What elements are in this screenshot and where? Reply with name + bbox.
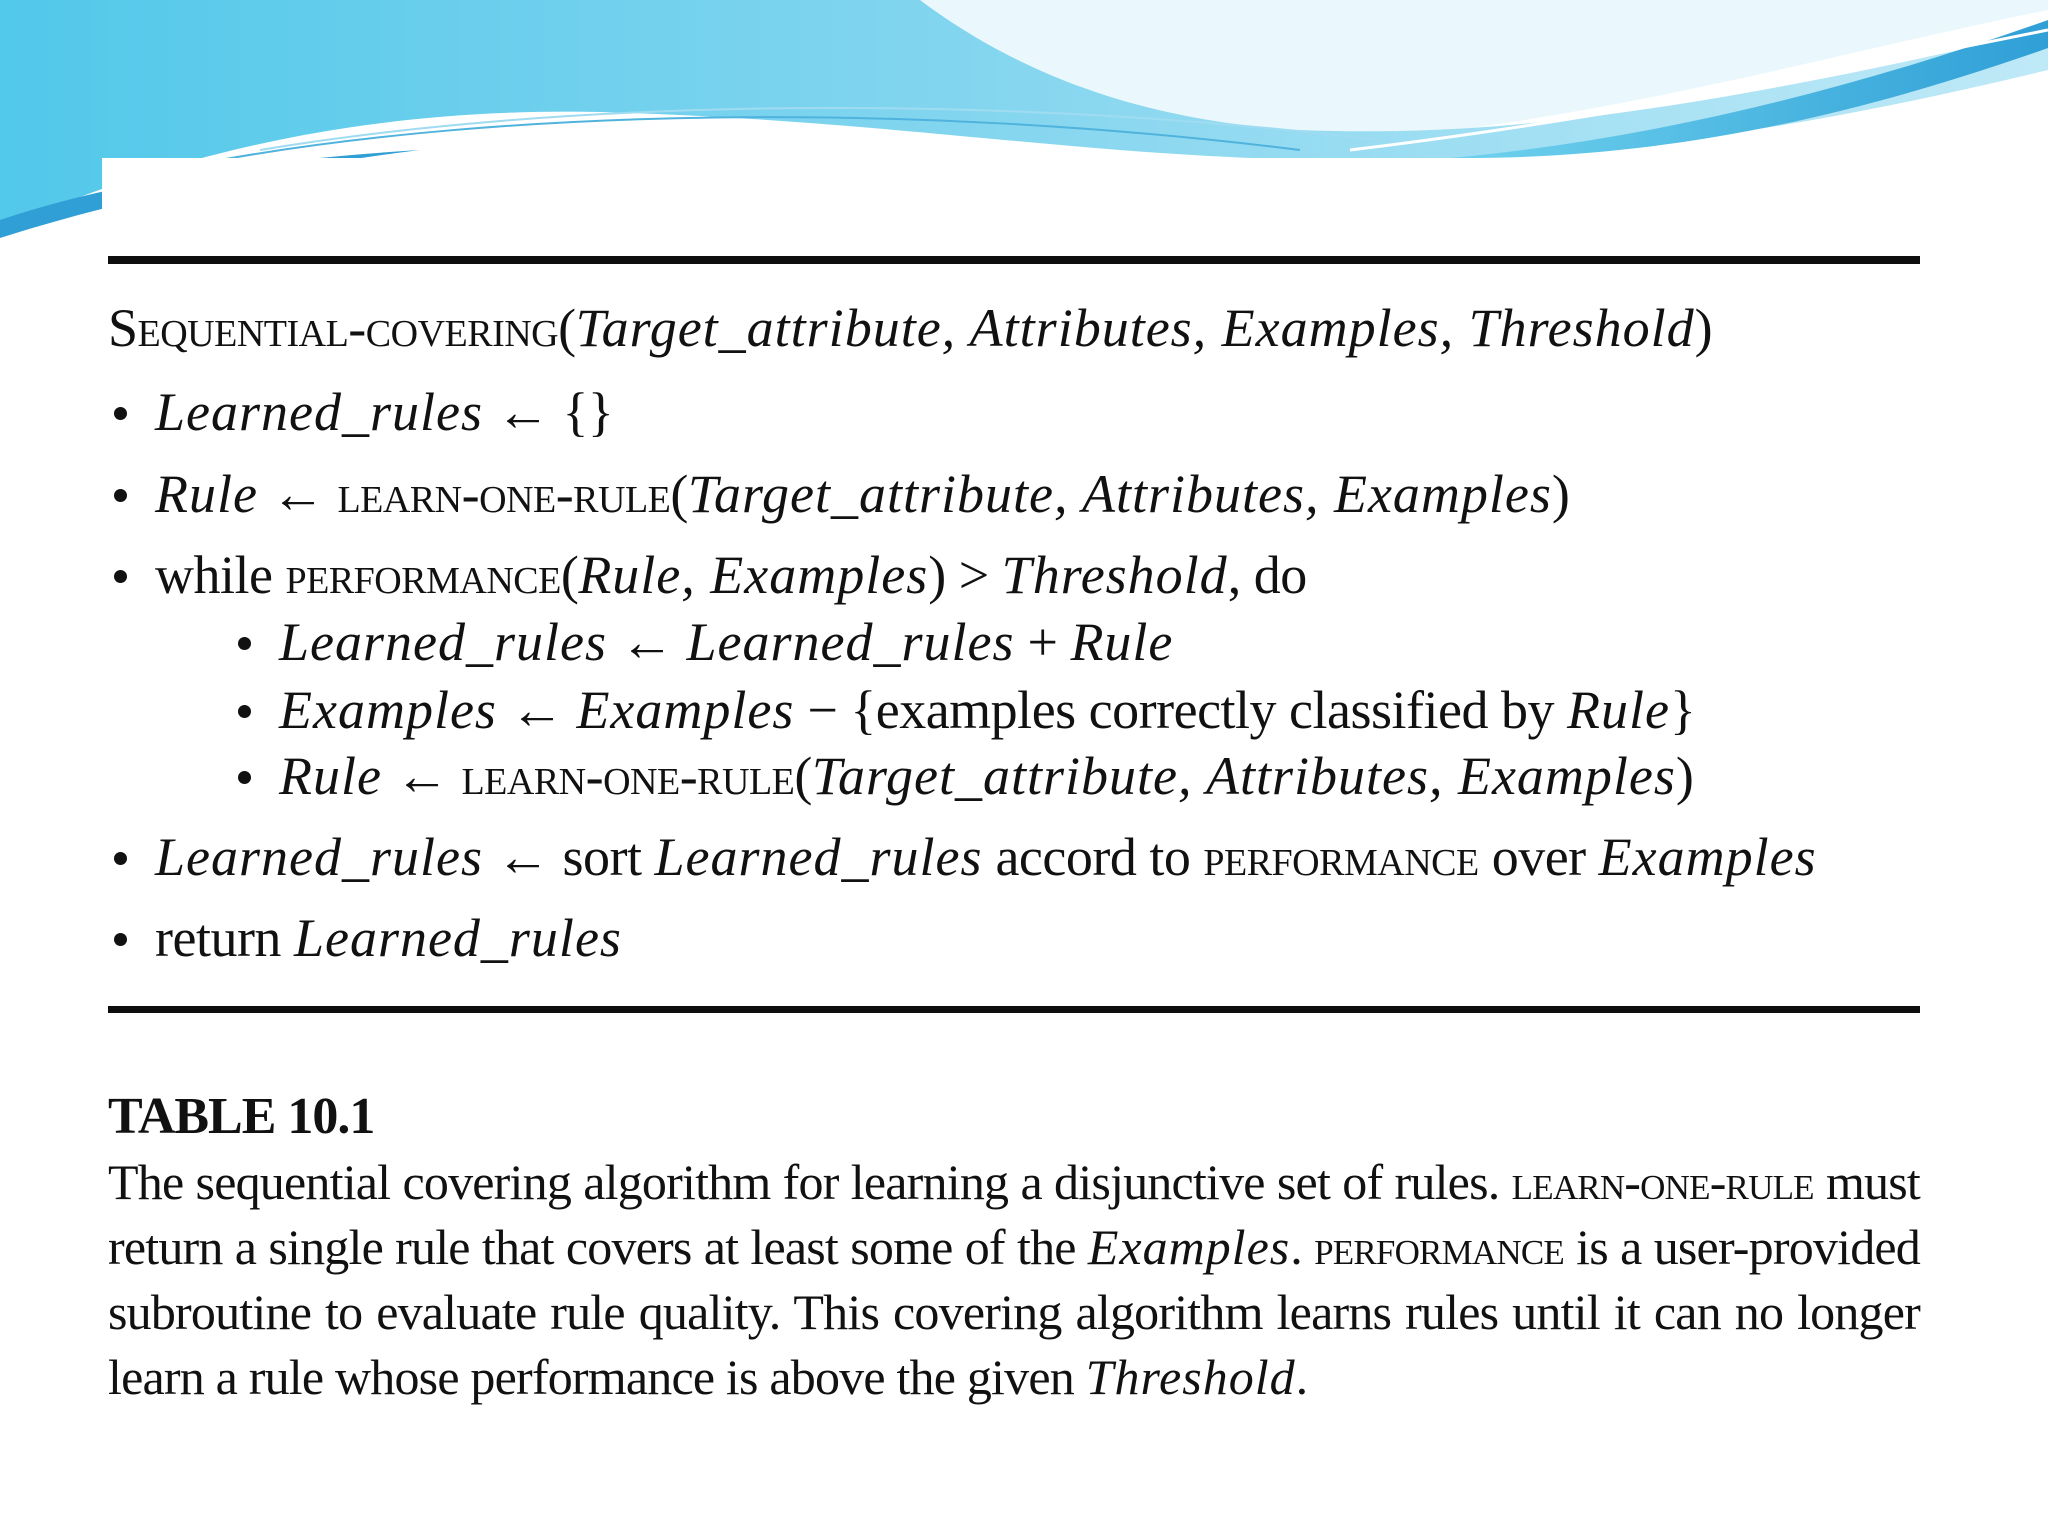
caption-fragment: Threshold — [1085, 1349, 1296, 1405]
bullet-icon — [114, 570, 127, 583]
scanned-page — [102, 158, 1944, 1458]
bullet-icon — [238, 771, 251, 784]
caption-fragment: learn-one-rule — [1511, 1154, 1814, 1210]
line-fragment: ( — [670, 464, 688, 524]
line-fragment: ← sort — [482, 827, 655, 887]
line-fragment: learn-one-rule — [461, 746, 795, 806]
line-fragment: Examples — [576, 680, 795, 740]
line-fragment: ← — [496, 680, 577, 740]
caption-fragment: . — [1290, 1219, 1315, 1275]
line-fragment: Learned_rules — [293, 908, 622, 968]
line-fragment: ← — [257, 464, 338, 524]
line-fragment: ( — [794, 746, 812, 806]
algorithm-line — [238, 678, 1695, 742]
line-fragment: ← {} — [482, 382, 614, 442]
line-fragment: ) — [1551, 464, 1570, 524]
paren-open: ( — [558, 298, 576, 358]
caption-fragment: The sequential covering algorithm for learning a disjunctive set of rules. — [108, 1154, 1512, 1210]
caption-title: TABLE 10.1 — [108, 1088, 375, 1145]
algorithm-line — [114, 380, 613, 444]
line-fragment: , do — [1227, 545, 1307, 605]
line-fragment: performance — [1203, 827, 1479, 887]
line-fragment: learn-one-rule — [337, 464, 671, 524]
line-fragment: Learned_rules — [654, 827, 983, 887]
line-fragment: over — [1478, 827, 1599, 887]
line-fragment: return — [155, 908, 294, 968]
bullet-icon — [114, 407, 127, 420]
line-fragment: ) — [1675, 746, 1694, 806]
line-fragment: Rule — [1566, 680, 1670, 740]
line-fragment: Rule — [279, 746, 382, 806]
line-fragment: performance — [285, 545, 561, 605]
caption-fragment: is a user-provided subroutine to evaluate rule quality. This covering algorithm learns rules until it can no longer learn a rule whose performance is above the given — [108, 1219, 1920, 1405]
algorithm-args: Target_attribute, Attributes, Examples, Threshold — [575, 298, 1695, 358]
bullet-icon — [114, 489, 127, 502]
caption-fragment: Examples — [1087, 1219, 1291, 1275]
line-fragment: ( — [560, 545, 579, 605]
algorithm-line — [114, 825, 1817, 889]
line-fragment: Examples — [279, 680, 497, 740]
algorithm-line — [114, 462, 1569, 526]
line-fragment: − {examples correctly classified by — [794, 680, 1567, 740]
algorithm-line — [114, 543, 1307, 607]
algorithm-line — [114, 906, 622, 970]
line-fragment: Rule — [155, 464, 258, 524]
line-fragment: while — [155, 545, 286, 605]
line-fragment: + — [1014, 612, 1071, 672]
line-fragment: Threshold — [1001, 545, 1228, 605]
bullet-icon — [238, 637, 251, 650]
line-fragment: Learned_rules — [686, 612, 1015, 672]
bullet-icon — [238, 705, 251, 718]
line-fragment: Learned_rules — [279, 612, 607, 672]
top-rule — [108, 256, 1920, 264]
paren-close: ) — [1694, 298, 1713, 358]
line-fragment: Rule, Examples — [578, 545, 929, 605]
line-fragment: Examples — [1598, 827, 1817, 887]
bullet-icon — [114, 852, 127, 865]
algorithm-line — [238, 610, 1173, 674]
algorithm-line — [238, 744, 1693, 808]
caption-body — [108, 1150, 1920, 1410]
line-fragment: ← — [381, 746, 462, 806]
line-fragment: ) > — [928, 545, 1002, 605]
line-fragment: Learned_rules — [155, 827, 483, 887]
line-fragment: Learned_rules — [155, 382, 483, 442]
line-fragment: Rule — [1070, 612, 1174, 672]
line-fragment: ← — [606, 612, 687, 672]
algorithm-name: Sequential-covering — [108, 298, 559, 358]
caption-fragment: . — [1295, 1349, 1308, 1405]
bullet-icon — [114, 933, 127, 946]
algorithm-header — [108, 296, 1712, 360]
caption-fragment: performance — [1314, 1219, 1564, 1275]
line-fragment: Target_attribute, Attributes, Examples — [811, 746, 1676, 806]
line-fragment: } — [1669, 680, 1696, 740]
caption-fragment: must return a single rule that covers at least some of the — [108, 1154, 1920, 1275]
line-fragment: accord to — [982, 827, 1204, 887]
line-fragment: Target_attribute, Attributes, Examples — [687, 464, 1552, 524]
bottom-rule — [108, 1006, 1920, 1013]
